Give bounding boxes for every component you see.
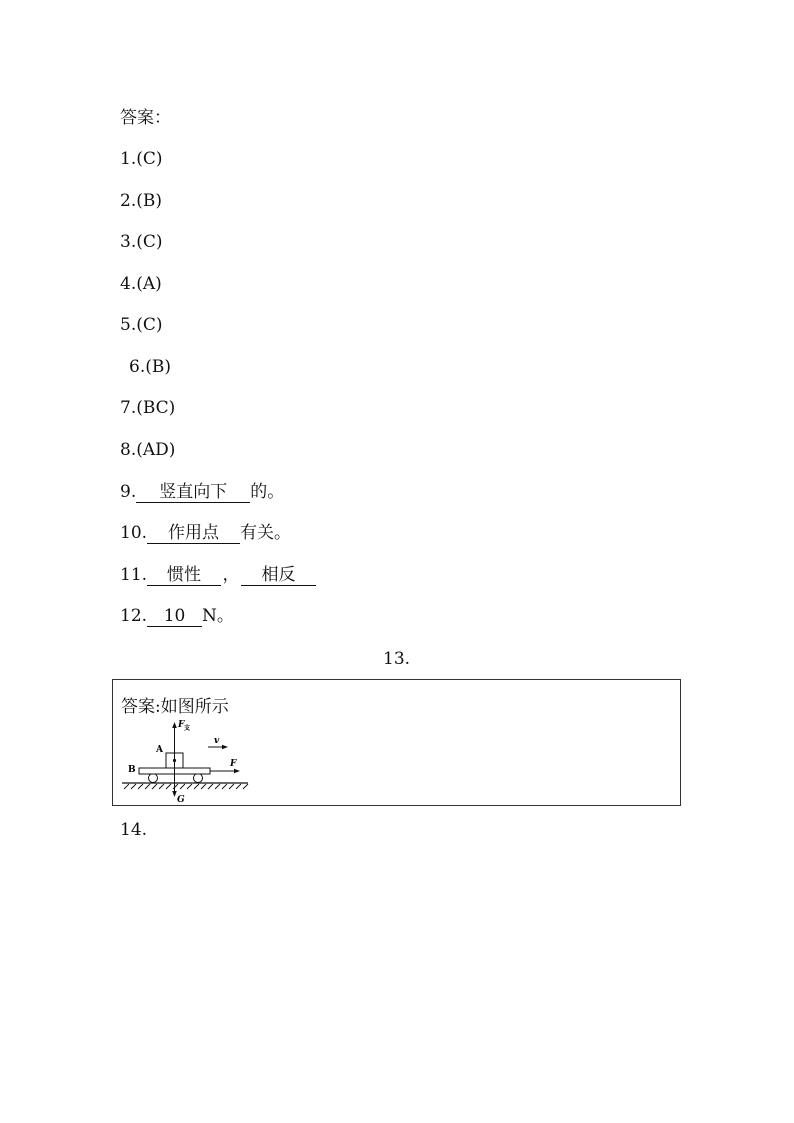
- answers-heading: 答案：: [120, 108, 171, 128]
- answer-item-4: [120, 274, 162, 294]
- item-answer: (BC): [136, 398, 176, 418]
- wheel-left: [149, 774, 158, 783]
- item-answer: (B): [145, 357, 171, 377]
- force-diagram: [120, 715, 252, 805]
- separator: ，: [222, 565, 240, 585]
- item-number: 2.: [120, 191, 137, 211]
- item-suffix: N。: [202, 606, 234, 626]
- fill-blank-2: 相反: [241, 565, 316, 586]
- item-number: 4.: [120, 274, 137, 294]
- answer-item-3: [120, 232, 163, 252]
- fill-blank: 作用点: [147, 523, 240, 544]
- question-14-number: 14.: [120, 820, 148, 840]
- label-b: B: [128, 765, 136, 775]
- item-answer: (C): [136, 149, 163, 169]
- item-answer: (AD): [136, 440, 176, 460]
- item-number: 6.: [129, 357, 146, 377]
- label-a: A: [156, 745, 163, 755]
- item-number: 11.: [120, 565, 148, 585]
- answer-box-label: 答案:如图所示: [121, 697, 229, 717]
- item-suffix: 有关。: [240, 523, 292, 543]
- label-support-force-sub: 支: [184, 725, 191, 732]
- answer-item-11: [120, 565, 316, 586]
- item-number: 1.: [120, 149, 137, 169]
- force-f-arrowhead: [234, 769, 240, 773]
- label-force-f: F: [230, 759, 237, 769]
- item-number: 9.: [120, 482, 137, 502]
- fill-blank: 10: [147, 606, 202, 627]
- item-answer: (C): [136, 232, 163, 252]
- fill-blank: 竖直向下: [136, 482, 250, 503]
- item-answer: (C): [136, 315, 163, 335]
- item-number: 5.: [120, 315, 137, 335]
- ground-hatching: [124, 784, 248, 789]
- answer-item-10: [120, 523, 291, 544]
- label-velocity: v: [214, 736, 220, 746]
- answer-item-9: [120, 482, 284, 503]
- item-answer: (B): [136, 191, 162, 211]
- question-13-number: 13.: [383, 649, 411, 669]
- item-number: 12.: [120, 606, 148, 626]
- answer-item-5: [120, 315, 163, 335]
- support-force-arrowhead: [172, 722, 177, 728]
- label-gravity: G: [177, 795, 185, 805]
- item-number: 8.: [120, 440, 137, 460]
- velocity-arrowhead: [222, 745, 228, 749]
- item-number: 10.: [120, 523, 148, 543]
- answer-item-6: [129, 357, 171, 377]
- wheel-right: [194, 774, 203, 783]
- answer-item-7: [120, 398, 175, 418]
- item-answer: (A): [136, 274, 162, 294]
- label-support-force: F: [178, 720, 185, 730]
- answer-box: [112, 679, 681, 806]
- item-suffix: 的。: [250, 482, 285, 502]
- item-number: 3.: [120, 232, 137, 252]
- fill-blank-1: 惯性: [147, 565, 221, 586]
- item-number: 7.: [120, 398, 137, 418]
- answer-item-12: [120, 606, 234, 627]
- answer-item-1: [120, 149, 163, 169]
- answer-item-2: [120, 191, 162, 211]
- answer-item-8: [120, 440, 175, 460]
